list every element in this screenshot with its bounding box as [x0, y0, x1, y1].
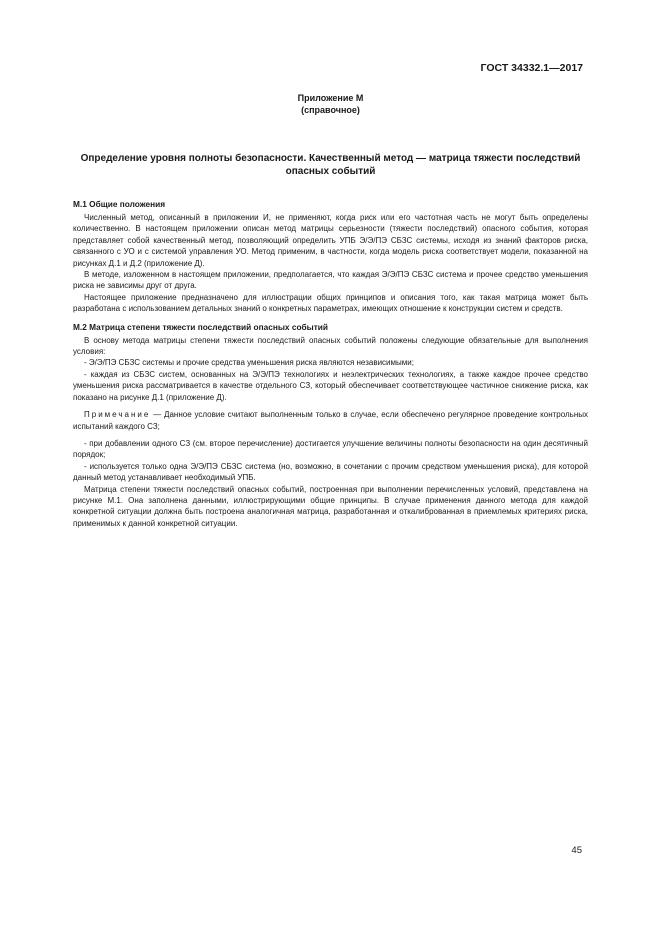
- list-item: - при добавлении одного СЗ (см. второе перечисление) достигается улучшение величины полноты безопасности на один десятичный порядок;: [73, 438, 588, 460]
- page-number: 45: [571, 845, 582, 856]
- list-item: - каждая из СБЗС систем, основанных на Э/Э/ПЭ технологиях и неэлектрических технологиях, а также каждое прочее средство уменьшения риска рассматривается в качестве отдельного СЗ, который обеспечивает соответствующее частичное снижение риска, как показано на рисунке Д.1 (приложение Д).: [73, 369, 588, 402]
- paragraph: В основу метода матрицы степени тяжести последствий опасных событий положены следующие обязательные для выполнения условия:: [73, 335, 588, 357]
- appendix-heading: [0, 92, 661, 116]
- appendix-subtitle: (справочное): [301, 105, 360, 115]
- appendix-title: Приложение М: [297, 93, 364, 103]
- note-text: — Данное условие считают выполненным только в случае, если обеспечено регулярное проведение контрольных испытаний каждого СЗ;: [73, 410, 588, 431]
- section-heading-m1: М.1 Общие положения: [73, 199, 166, 209]
- note: [73, 409, 588, 432]
- paragraph: Численный метод, описанный в приложении И, не применяют, когда риск или его частотная часть не могут быть определены количественно. В настоящем приложении описан метод матрицы серьезности (тяжести последствий) опасного события, которая представляет собой качественный метод, позволяющий определить УПБ Э/Э/ПЭ СБЗС системы, исходя из знаний факторов риска, связанного с УО и с системой управления УО. Метод применим, в частности, когда модель риска соответствует модели, показанной на рисунках Д.1 и Д.2 (приложение Д).: [73, 213, 588, 268]
- note-label: Примечание: [84, 410, 151, 420]
- document-body: [73, 198, 588, 529]
- document-title: Определение уровня полноты безопасности. Качественный метод — матрица тяжести последствий опасных событий: [80, 153, 581, 177]
- section-heading-m2: М.2 Матрица степени тяжести последствий опасных событий: [73, 321, 328, 332]
- paragraph: В методе, изложенном в настоящем приложении, предполагается, что каждая Э/Э/ПЭ СБЗС система и прочее средство уменьшения риска не зависимы друг от друга.: [73, 270, 588, 291]
- paragraph: Матрица степени тяжести последствий опасных событий, построенная при выполнении перечисленных условий, представлена на рисунке М.1. Она заполнена данными, иллюстрирующими общие принципы. В случае применения данного метода для каждой конкретной ситуации должна быть построена аналогичная матрица, разработанная и откалиброванная в приемлемых критериях риска, применимых к данной конкретной ситуации.: [73, 484, 588, 528]
- paragraph: Настоящее приложение предназначено для иллюстрации общих принципов и описания того, как такая матрица может быть разработана с использованием детальных знаний о конкретных параметрах, имеющих отношение к конструкции систем и средств.: [73, 292, 588, 314]
- standard-code: ГОСТ 34332.1—2017: [480, 62, 583, 74]
- list-item: - используется только одна Э/Э/ПЭ СБЗС система (но, возможно, в сочетании с прочим средством уменьшения риска), для которой данный метод устанавливает необходимый УПБ.: [73, 461, 588, 483]
- list-item: - Э/Э/ПЭ СБЗС системы и прочие средства уменьшения риска являются независимыми;: [84, 358, 414, 368]
